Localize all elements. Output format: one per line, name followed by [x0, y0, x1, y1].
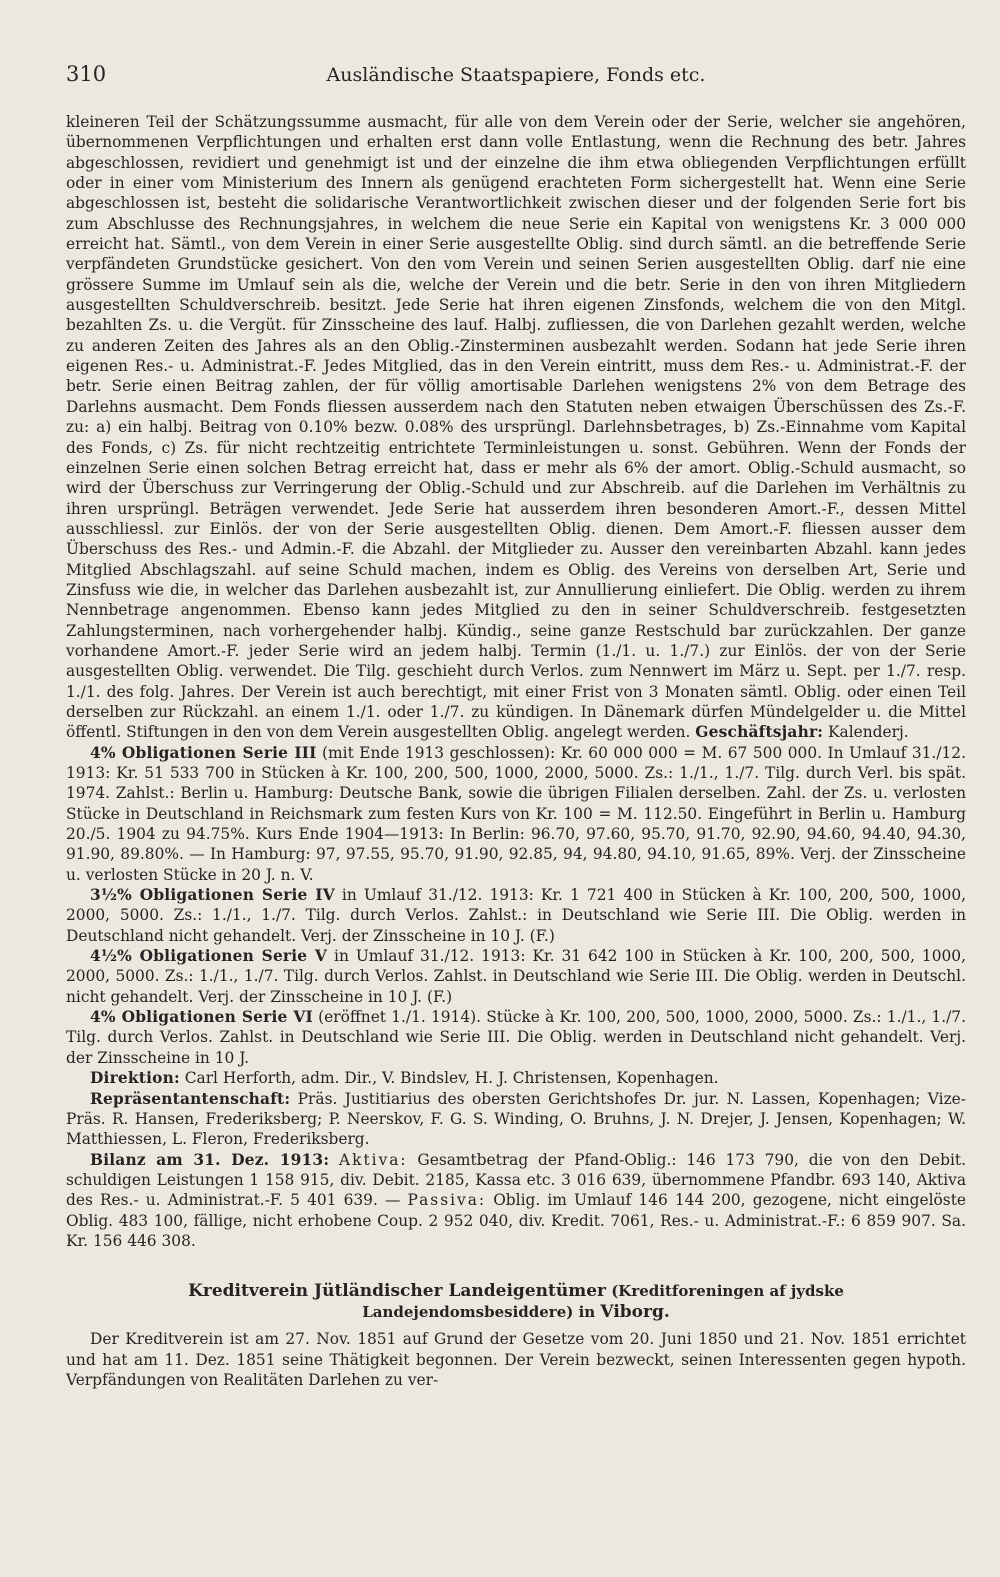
section-heading: [86, 1281, 946, 1323]
paragraph-balance: [66, 1150, 966, 1252]
series-3-label: 4% Obligationen Serie III: [90, 743, 317, 762]
representatives-label: Repräsentantenschaft:: [90, 1089, 291, 1108]
series-4-text: in Umlauf 31./12. 1913: Kr. 1 721 400 in Stücken à Kr. 100, 200, 500, 1000, 2000, 5000. Zs.: 1./1., 1./7. Tilg. durch Verlos. Zahlst.: in Deutschland wie Serie III. Die Oblig. werden in Deutschland nicht gehandelt. Verj. der Zinsscheine in 10 J. (F.): [66, 886, 966, 945]
paragraph-section-intro: [66, 1329, 966, 1390]
assets-text: Gesamtbetrag der Pfand-Oblig.: 146 173 790, die von den Debit. schuldigen Leistungen 1 158 915, div. Debit. 2185, Kassa etc. 3 016 639, übernommene Pfandbr. 693 140, Aktiva des Res.- u. Administrat.-F. 5 401 639. —: [66, 1150, 966, 1210]
direction-label: Direktion:: [90, 1069, 180, 1088]
section-intro-text: Der Kreditverein ist am 27. Nov. 1851 auf Grund der Gesetze vom 20. Juni 1850 und 21. Nov. 1851 errichtet und hat am 11. Dez. 1851 seine Thätigkeit begonnen. Der Verein bezweckt, seinen Interessenten gegen hypoth. Verpfändungen von Realitäten Darlehen zu ver-: [66, 1330, 966, 1389]
section-title-city: Viborg.: [600, 1302, 670, 1323]
paragraph-series-6: [66, 1007, 966, 1068]
series-6-label: 4% Obligationen Serie VI: [90, 1008, 313, 1027]
series-3-text: (mit Ende 1913 geschlossen): Kr. 60 000 000 = M. 67 500 000. In Umlauf 31./12. 1913: Kr. 51 533 700 in Stücken à Kr. 100, 200, 500, 1000, 2000, 5000. Zs.: 1./1., 1./7. Tilg. durch Verl. bis spät. 1974. Zahlst.: Berlin u. Hamburg: Deutsche Bank, sowie die übrigen Filialen derselben. Zahl. der Zs. u. verlosten Stücke in Deutschland in Reichsmark zum festen Kurs von Kr. 100 = M. 112.50. Eingeführt in Berlin u. Hamburg 20./5. 1904 zu 94.75%. Kurs Ende 1904—1913: In Berlin: 96.70, 97.60, 95.70, 91.70, 92.90, 94.60, 94.40, 94.30, 91.90, 89.80%. — In Hamburg: 97, 97.55, 95.70, 91.90, 92.85, 94, 94.80, 94.10, 91.65, 89%. Verj. der Zinsscheine u. verlosten Stücke in 20 J. n. V.: [66, 743, 966, 884]
body-text: [66, 112, 966, 1390]
fiscal-year-label: Geschäftsjahr:: [695, 723, 824, 742]
section-title-danish: (Kreditforeningen af jydske Landejendomsbesiddere): [362, 1282, 844, 1322]
section-title-in: in: [573, 1303, 601, 1322]
running-title: Ausländische Staatspapiere, Fonds etc.: [326, 64, 706, 86]
direction-text: Carl Herforth, adm. Dir., V. Bindslev, H. J. Christensen, Kopenhagen.: [179, 1069, 719, 1088]
paragraph-series-4: [66, 885, 966, 946]
paragraph-series-5: [66, 946, 966, 1007]
page-header: [66, 62, 966, 92]
representatives-text: Präs. Justitiarius des obersten Gerichtshofes Dr. jur. N. Lassen, Kopenhagen; Vize-Präs. R. Hansen, Frederiksberg; P. Neerskov, F. G. S. Winding, O. Bruhns, J. N. Drejer, J. Jensen, Kopenhagen; W. Matthiessen, L. Fleron, Frederiksberg.: [66, 1089, 966, 1149]
series-6-text: (eröffnet 1./1. 1914). Stücke à Kr. 100, 200, 500, 1000, 2000, 5000. Zs.: 1./1., 1./7. Tilg. durch Verlos. Zahlst. in Deutschland wie Serie III. Die Oblig. werden in Deutschland nicht gehandelt. Verj. der Zinsscheine in 10 J.: [66, 1008, 966, 1067]
series-5-text: in Umlauf 31./12. 1913: Kr. 31 642 100 in Stücken à Kr. 100, 200, 500, 1000, 2000, 5000. Zs.: 1./1., 1./7. Tilg. durch Verlos. Zahlst. in Deutschland wie Serie III. Die Oblig. werden in Deutschl. nicht gehandelt. Verj. der Zinsscheine in 10 J. (F.): [66, 947, 966, 1006]
series-5-label: 4½% Obligationen Serie V: [90, 947, 328, 966]
series-4-label: 3½% Obligationen Serie IV: [90, 886, 335, 905]
paragraph-direction: [66, 1068, 966, 1088]
page-number: 310: [66, 62, 107, 86]
liabilities-text: Oblig. im Umlauf 146 144 200, gezogene, nicht eingelöste Oblig. 483 100, fällige, nicht erhobene Coup. 2 952 040, div. Kredit. 7061, Res.- u. Administrat.-F.: 6 859 907. Sa. Kr. 156 446 308.: [66, 1191, 966, 1250]
paragraph-statutes: [66, 112, 966, 743]
assets-label: Aktiva:: [339, 1150, 408, 1169]
balance-label: Bilanz am 31. Dez. 1913:: [90, 1150, 330, 1169]
statutes-text: kleineren Teil der Schätzungssumme ausmacht, für alle von dem Verein oder der Serie, welcher sie angehören, übernommenen Verpflichtungen und erhalten erst dann volle Entlastung, wenn die Rechnung des betr. Jahres abgeschlossen, revidiert und genehmigt ist und der einzelne die ihm etwa obliegenden Verpflichtungen erfüllt oder in einer vom Ministerium des Innern als genügend erachteten Form sichergestellt hat. Wenn eine Serie abgeschlossen ist, besteht die solidarische Verantwortlichkeit zwischen dieser und der folgenden Serie fort bis zum Abschlusse des Rechnungsjahres, in welchem die neue Serie ein Kapital von wenigstens Kr. 3 000 000 erreicht hat. Sämtl., von dem Verein in einer Serie ausgestellte Oblig. sind durch sämtl. an die betreffende Serie verpfändeten Grundstücke gesichert. Von den vom Verein und seinen Serien ausgestellten Oblig. darf nie eine grössere Summe im Umlauf sein als die, welche der Verein und die betr. Serie in den von ihren Mitgliedern ausgestellten Schuldverschreib. besitzt. Jede Serie hat ihren eigenen Zinsfonds, welchem die von den Mitgl. bezahlten Zs. u. die Vergüt. für Zinsscheine des lauf. Halbj. zufliessen, die von Darlehen gezahlt werden, welche zu anderen Zeiten des Jahres als an den Oblig.-Zinsterminen ausbezahlt werden. Sodann hat jede Serie ihren eigenen Res.- u. Administrat.-F. Jedes Mitglied, das in den Verein eintritt, muss dem Res.- u. Administrat.-F. der betr. Serie einen Beitrag zahlen, der für völlig amortisable Darlehen wenigstens 2% von dem Betrage des Darlehns ausmacht. Dem Fonds fliessen ausserdem nach den Statuten neben etwaigen Überschüssen des Zs.-F. zu: a) ein halbj. Beitrag von 0.10% bezw. 0.08% des ursprüngl. Darlehnsbetrages, b) Zs.-Einnahme vom Kapital des Fonds, c) Zs. für nicht rechtzeitig entrichtete Terminleistungen u. sonst. Gebühren. Wenn der Fonds der einzelnen Serie einen solchen Betrag erreicht hat, dass er mehr als 6% der amort. Oblig.-Schuld ausmacht, so wird der Überschuss zur Verringerung der Oblig.-Schuld und zur Abschreib. auf die Darlehen im Verhältnis zu ihren ursprüngl. Beträgen verwendet. Jede Serie hat ausserdem ihren besonderen Amort.-F., dessen Mittel ausschliessl. zur Einlös. der von der Serie ausgestellten Oblig. dienen. Dem Amort.-F. fliessen ausser dem Überschuss des Res.- und Admin.-F. die Abzahl. der Mitglieder zu. Ausser den vereinbarten Abzahl. kann jedes Mitglied Abschlagszahl. auf seine Schuld machen, indem es Oblig. des Vereins von derselben Art, Serie und Zinsfuss wie die, in welcher das Darlehen ausbezahlt ist, zur Annullierung einliefert. Die Oblig. werden zu ihrem Nennbetrage angenommen. Ebenso kann jedes Mitglied zu den in seiner Schuldverschreib. festgesetzten Zahlungsterminen, nach vorhergehender halbj. Kündig., seine ganze Restschuld bar zurückzahlen. Der ganze vorhandene Amort.-F. jeder Serie wird an jedem halbj. Termin (1./1. u. 1./7.) zur Einlös. der von der Serie ausgestellten Oblig. verwendet. Die Tilg. geschieht durch Verlos. zum Nennwert im März u. Sept. per 1./7. resp. 1./1. des folg. Jahres. Der Verein ist auch berechtigt, mit einer Frist von 3 Monaten sämtl. Oblig. oder einen Teil derselben zur Rückzahl. an einem 1./1. oder 1./7. zu kündigen. In Dänemark dürfen Mündelgelder u. die Mittel öffentl. Stiftungen in den von dem Verein ausgestellten Oblig. angelegt werden.: [66, 113, 966, 742]
fiscal-year-value: Kalenderj.: [823, 723, 909, 742]
paragraph-series-3: [66, 743, 966, 885]
paragraph-representatives: [66, 1089, 966, 1150]
section-title-main: Kreditverein Jütländischer Landeigentümer: [188, 1281, 606, 1302]
liabilities-label: Passiva:: [407, 1191, 487, 1210]
